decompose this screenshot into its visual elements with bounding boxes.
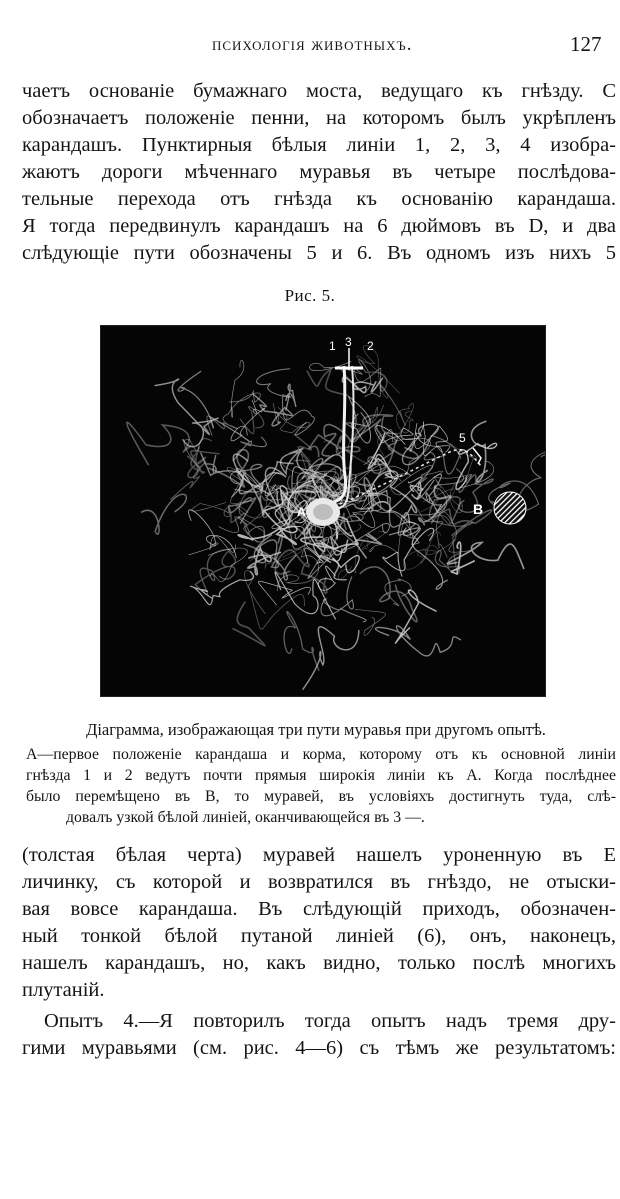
paragraph-experiment-4 xyxy=(22,1008,616,1062)
text-line: слѣдующіе пути обозначены 5 и 6. Въ одномъ изъ нихъ 5 xyxy=(22,242,616,264)
text-line: (толстая бѣлая черта) муравей нашелъ уроненную въ Е xyxy=(22,844,616,866)
text-line: личинку, съ которой и возвратился въ гнѣздо, не отыски- xyxy=(22,871,616,893)
text-line: нашелъ карандашъ, но, какъ видно, только послѣ многихъ xyxy=(22,952,616,974)
running-header xyxy=(0,34,620,60)
caption-line: было перемѣщено въ В, то муравей, въ условіяхъ достигнуть туда, слѣ- xyxy=(26,788,616,805)
text-line: ный тонкой бѣлой путаной линіей (6), онъ, наконецъ, xyxy=(22,925,616,947)
text-line: вая вовсе карандаша. Въ слѣдующій приходъ, обозначен- xyxy=(22,898,616,920)
caption-line: А—первое положеніе карандаша и корма, которому отъ къ основной линіи xyxy=(26,746,616,763)
path-number-5: 5 xyxy=(459,431,466,445)
figure-ant-paths xyxy=(101,326,545,696)
figure-caption-body xyxy=(26,744,616,828)
text-line: гими муравьями (см. рис. 4—6) съ тѣмъ же результатомъ: xyxy=(22,1037,616,1059)
text-line: Опытъ 4.—Я повторилъ тогда опытъ надъ тремя дру- xyxy=(44,1010,616,1032)
path-number-3: 3 xyxy=(345,335,352,349)
ant-path-diagram xyxy=(101,326,545,696)
text-line: Я тогда передвинулъ карандашъ на 6 дюймовъ въ D, и два xyxy=(22,215,616,237)
running-title: психологія животныхъ. xyxy=(212,34,413,55)
text-line: жаютъ дороги мѣченнаго муравья въ четыре послѣдова- xyxy=(22,161,616,183)
text-line: чаетъ основаніе бумажнаго моста, ведущаго къ гнѣзду. С xyxy=(22,80,616,102)
text-line: обозначаетъ положеніе пенни, на которомъ былъ укрѣпленъ xyxy=(22,107,616,129)
figure-caption-title: Діаграмма, изображающая три пути муравья при другомъ опытѣ. xyxy=(86,720,546,739)
paragraph-bottom xyxy=(22,842,616,1004)
point-a-label: A xyxy=(297,505,306,519)
text-line: тельные перехода отъ гнѣзда къ основанію карандаша. xyxy=(22,188,616,210)
paragraph-top xyxy=(22,78,616,267)
page-number: 127 xyxy=(570,32,602,56)
figure-label: Рис. 5. xyxy=(284,286,336,305)
caption-line: довалъ узкой бѣлой линіей, оканчивающейся въ 3 —. xyxy=(66,809,425,826)
point-b-label: B xyxy=(473,501,484,517)
text-line: карандашъ. Пунктирныя бѣлыя линіи 1, 2, 3, 4 изобра- xyxy=(22,134,616,156)
path-number-2: 2 xyxy=(367,339,374,353)
path-number-1: 1 xyxy=(329,339,336,353)
text-line: плутаній. xyxy=(22,979,105,1001)
caption-line: гнѣзда 1 и 2 ведутъ почти прямыя широкія линіи къ А. Когда послѣднее xyxy=(26,767,616,784)
